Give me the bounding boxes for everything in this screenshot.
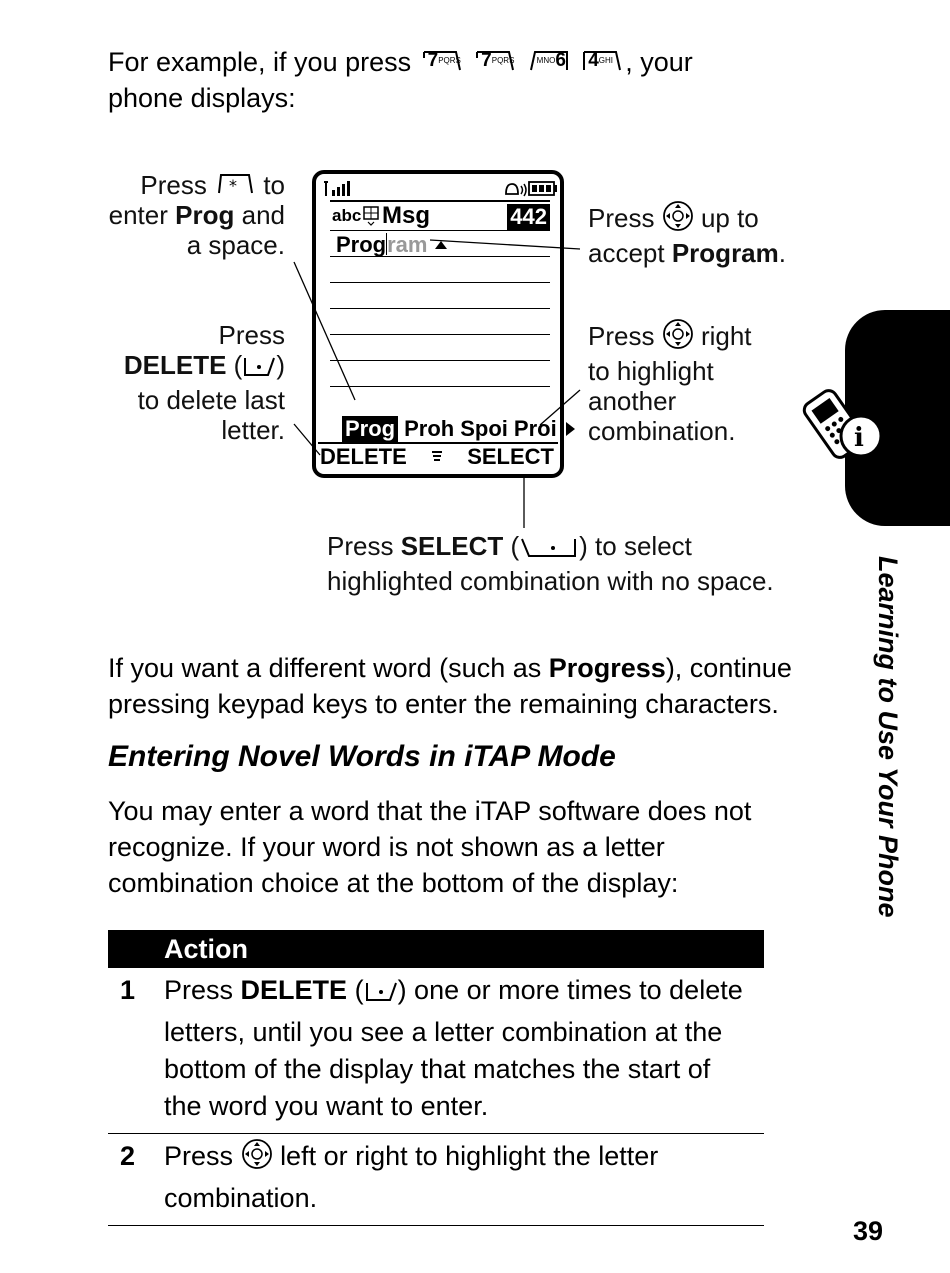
right-softkey-icon (519, 536, 579, 566)
combination-item: Proh (404, 416, 455, 441)
page-number: 39 (853, 1216, 884, 1246)
annotation-enter-prog: Press * to enter Prog and a space. (108, 170, 285, 260)
intro-line2: phone displays: (108, 83, 296, 113)
key-7-icon: $7^{PQRS}$ (475, 50, 515, 74)
left-softkey-icon (364, 977, 398, 1014)
softkey-select: SELECT (467, 444, 554, 469)
action-table (108, 930, 764, 1226)
key-7-icon: $7^{PQRS}$ (422, 50, 462, 74)
annotation-select: Press SELECT ( ) to select highlighted combination with no space. (327, 531, 774, 596)
table-row (108, 968, 764, 1134)
svg-text:i: i (854, 423, 864, 453)
nav-key-icon (241, 1138, 273, 1180)
annotation-highlight: Press right to highlight another combination. (588, 318, 752, 446)
annotation-accept: Press up to accept Program. (588, 200, 786, 268)
chapter-side-title: Learning to Use Your Phone (873, 556, 903, 918)
intro-text: For example, if you press (108, 47, 412, 77)
text-mode-indicator: abc (332, 206, 362, 225)
combination-selected: Prog (342, 416, 398, 442)
screen-title: Msg (382, 202, 430, 229)
step-number: 2 (120, 1141, 136, 1171)
table-row (108, 1134, 764, 1226)
section-heading: Entering Novel Words in iTAP Mode (108, 740, 616, 773)
combination-item: Spoi (460, 416, 508, 441)
step-text: Press left or right to highlight the letter combination. (164, 1138, 764, 1217)
intro-text-end: , your (625, 47, 693, 77)
key-4-icon: $4^{GHI}$ (582, 50, 622, 74)
completion-suggestion: ram (387, 232, 428, 257)
annotation-delete: Press DELETE ( ) to delete last letter. (123, 320, 285, 445)
softkey-delete: DELETE (320, 444, 407, 469)
character-counter: 442 (507, 204, 550, 230)
paragraph-novel-words: You may enter a word that the iTAP software does not recognize. If your word is not shown as a letter combination choice at the bottom of the display: (108, 796, 752, 898)
key-6-icon: $^{MNO}$6 (529, 50, 569, 74)
typed-text: Prog (336, 232, 387, 257)
callout-lines (0, 0, 950, 620)
table-header: Action (108, 930, 764, 968)
step-text: Press DELETE ( ) one or more times to delete letters, until you see a letter combination at the bottom of the display that matches the start of the word you want to enter. (164, 975, 743, 1121)
step-number: 1 (120, 975, 136, 1005)
combination-item: Proi (513, 416, 557, 441)
svg-text:*: * (229, 176, 238, 195)
phone-info-icon (795, 378, 890, 463)
paragraph-different-word: If you want a different word (such as Progress), continue pressing keypad keys to enter the remaining characters. (108, 653, 792, 719)
